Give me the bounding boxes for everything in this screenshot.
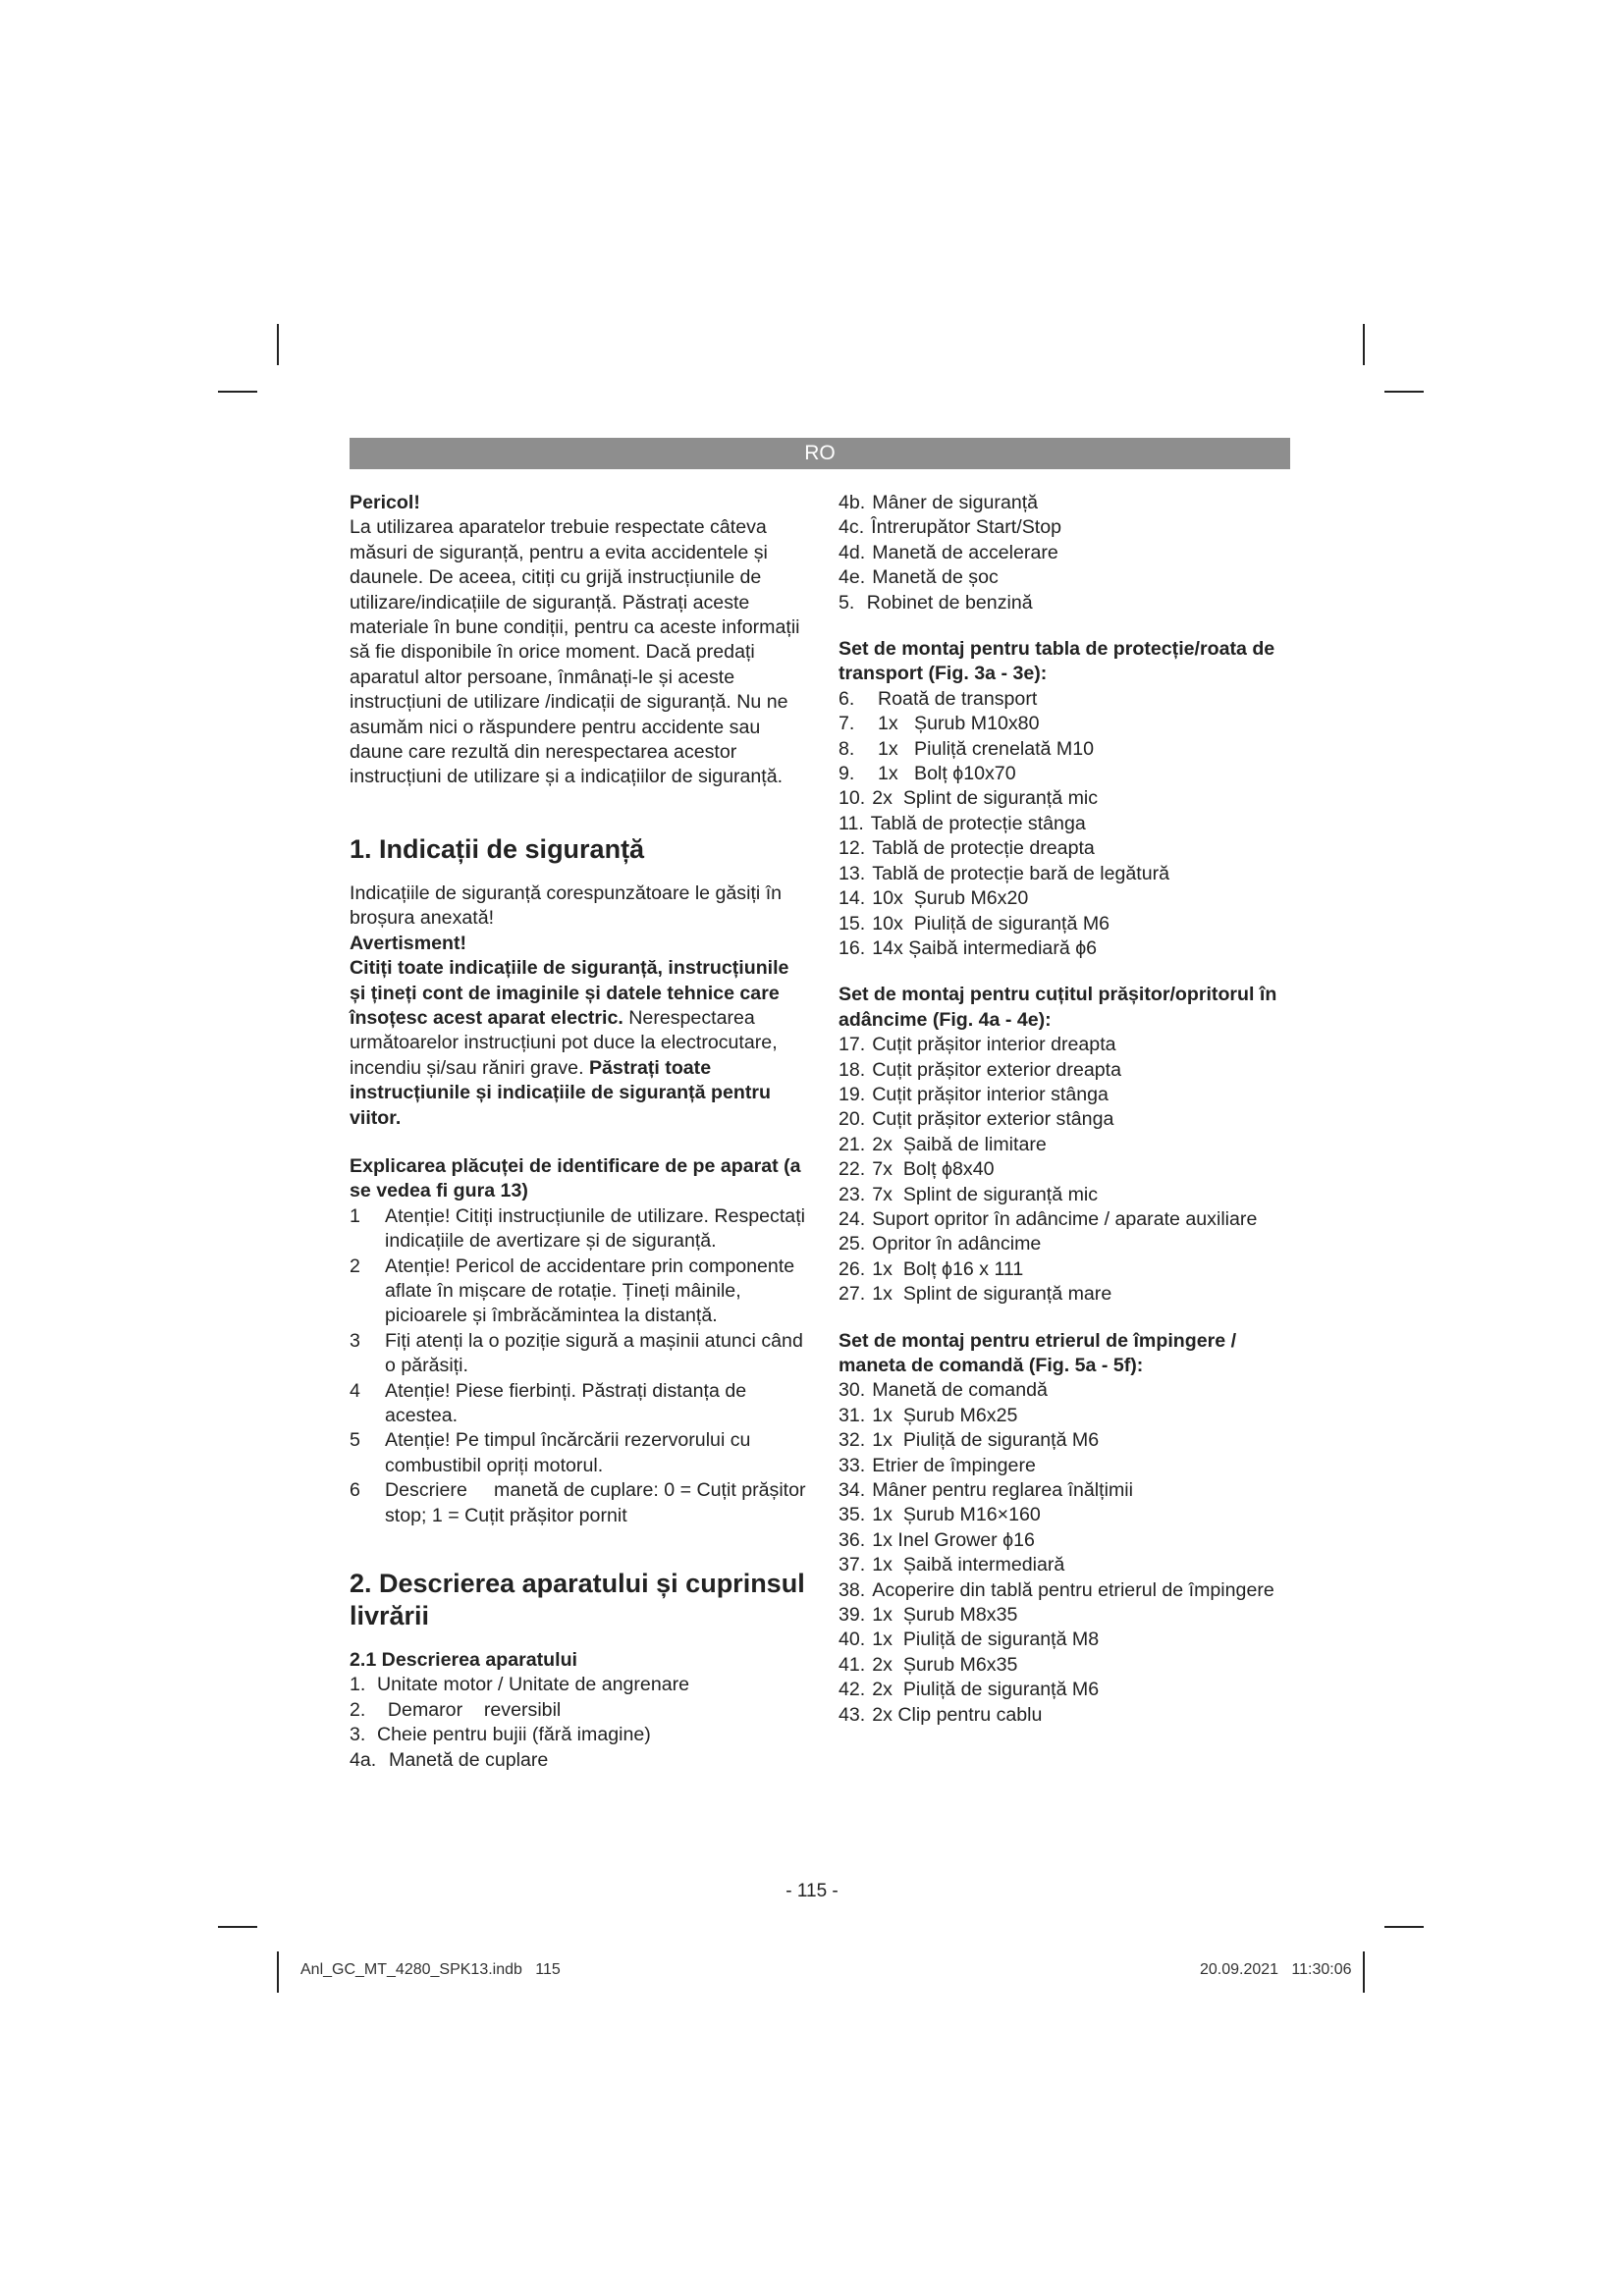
list-item: 3 Fiți atenți la o poziție sigură a mașinii atunci când o părăsiți. <box>350 1329 803 1377</box>
list-item: 41. 2x Șurub M6x35 <box>839 1653 1018 1676</box>
section-1-intro: Indicațiile de siguranță corespunzătoare le găsiți în broșura anexată! <box>350 881 783 930</box>
list-item: 2. Demaror reversibil <box>350 1698 562 1721</box>
list-item: 18. Cuțit prășitor exterior dreapta <box>839 1058 1121 1081</box>
list-item: 5. Robinet de benzină <box>839 591 1033 614</box>
list-item: 9. 1x Bolț ϕ10x70 <box>839 763 1016 785</box>
list-item: 5 Atenție! Pe timpul încărcării rezervorului cu combustibil opriți motorul. <box>350 1429 751 1476</box>
list-item: 34. Mâner pentru reglarea înălțimii <box>839 1479 1133 1502</box>
list-item: 31. 1x Șurub M6x25 <box>839 1404 1018 1426</box>
list-item: 22. 7x Bolț ϕ8x40 <box>839 1158 995 1181</box>
list-item: 27. 1x Splint de siguranță mare <box>839 1283 1112 1306</box>
list-item: 33. Etrier de împingere <box>839 1454 1036 1476</box>
set-5-title: Set de montaj pentru etrierul de împingere / maneta de comandă (Fig. 5a - 5f): <box>839 1329 1237 1376</box>
list-item: 24. Suport opritor în adâncime / aparate auxiliare <box>839 1207 1258 1230</box>
list-item: 11. Tablă de protecție stânga <box>839 812 1086 834</box>
list-item: 26. 1x Bolț ϕ16 x 111 <box>839 1257 1024 1280</box>
set-3-title: Set de montaj pentru tabla de protecție/roata de transport (Fig. 3a - 3e): <box>839 638 1275 685</box>
list-item: 4e. Manetă de șoc <box>839 566 999 589</box>
left-column <box>350 491 811 1773</box>
list-item: 6. Roată de transport <box>839 687 1038 710</box>
right-column <box>839 491 1290 1728</box>
danger-title: Pericol! <box>350 492 420 513</box>
list-item: 25. Opritor în adâncime <box>839 1233 1042 1255</box>
crop-mark <box>1384 1926 1424 1928</box>
list-item: 20. Cuțit prășitor exterior stânga <box>839 1108 1114 1131</box>
page-number: - 115 - <box>785 1881 839 1901</box>
list-item: 32. 1x Piuliță de siguranță M6 <box>839 1429 1100 1452</box>
list-item: 4c. Întrerupător Start/Stop <box>839 516 1062 539</box>
list-item: 6 Descriere manetă de cuplare: 0 = Cuțit prășitor stop; 1 = Cuțit prășitor pornit <box>350 1479 811 1526</box>
warning-bold-text: Citiți toate indicațiile de siguranță, instrucțiunile și țineți cont de imaginile și datele tehnice care însoțesc acest aparat electric. <box>350 957 789 1029</box>
device-description-list-continued <box>839 491 1290 615</box>
list-item: 39. 1x Șurub M8x35 <box>839 1604 1018 1627</box>
crop-mark <box>277 324 279 365</box>
list-item: 14. 10x Șurub M6x20 <box>839 887 1029 910</box>
plate-title: Explicarea plăcuței de identificare de pe aparat (a se vedea fi gura 13) <box>350 1154 801 1202</box>
warning-title: Avertisment! <box>350 932 467 954</box>
crop-mark <box>1363 324 1365 365</box>
list-item: 3. Cheie pentru bujii (fără imagine) <box>350 1724 651 1746</box>
list-item: 21. 2x Șaibă de limitare <box>839 1133 1047 1155</box>
language-label: RO <box>804 442 836 464</box>
list-item: 40. 1x Piuliță de siguranță M8 <box>839 1629 1100 1651</box>
subsection-2-1-title: 2.1 Descrierea aparatului <box>350 1649 577 1672</box>
list-item: 4a. Manetă de cuplare <box>350 1748 549 1771</box>
list-item: 30. Manetă de comandă <box>839 1379 1048 1402</box>
list-item: 4d. Manetă de accelerare <box>839 541 1058 563</box>
crop-mark <box>277 1951 279 1993</box>
list-item: 7. 1x Șurub M10x80 <box>839 713 1040 735</box>
warning-keep-text: Păstrați toate instrucțiunile și indicațiile de siguranță pentru viitor. <box>350 1056 771 1129</box>
set-3-list <box>839 687 1290 961</box>
warning-normal-text: Nerespectarea următoarelor instrucțiuni pot duce la electrocutare, incendiu și/sau răniri grave. <box>350 1006 778 1079</box>
list-item: 23. 7x Splint de siguranță mic <box>839 1183 1099 1205</box>
language-header-bar <box>350 438 1290 469</box>
list-item: 12. Tablă de protecție dreapta <box>839 837 1095 860</box>
list-item: 17. Cuțit prășitor interior dreapta <box>839 1034 1116 1056</box>
crop-mark <box>1384 391 1424 393</box>
crop-mark <box>1363 1951 1365 1993</box>
list-item: 4b. Mâner de siguranță <box>839 492 1039 513</box>
footer-datetime: 20.09.2021 11:30:06 <box>1200 1961 1352 1978</box>
set-4-list <box>839 1033 1290 1307</box>
list-item: 38. Acoperire din tablă pentru etrierul de împingere <box>839 1578 1274 1601</box>
danger-text: La utilizarea aparatelor trebuie respectate câteva măsuri de siguranță, pentru a evita accidentele și daunele. De aceea, citiți cu grijă instrucțiunile de utilizare/indicațiile de siguranță. Păstrați aceste materiale în bune condiții, pentru ca aceste informații să fie disponibile în orice moment. Dacă predați aparatul altor persoane, înmânați-le și aceste instrucțiuni de utilizare /indicații de siguranță. Nu ne asumăm nici o răspundere pentru accidente sau daune care rezultă din nerespectarea acestor instrucțiuni de utilizare și a indicațiilor de siguranță. <box>350 516 800 788</box>
section-2-title: 2. Descrierea aparatului și cuprinsul livrării <box>350 1569 805 1631</box>
list-item: 35. 1x Șurub M16×160 <box>839 1504 1041 1526</box>
crop-mark <box>218 391 257 393</box>
list-item: 4 Atenție! Piese fierbinți. Păstrați distanța de acestea. <box>350 1379 747 1426</box>
list-item: 2 Atenție! Pericol de accidentare prin componente aflate în mișcare de rotație. Țineți mâinile, picioarele și îmbrăcămintea la distanță. <box>350 1255 795 1327</box>
list-item: 8. 1x Piuliță crenelată M10 <box>839 737 1094 760</box>
list-item: 19. Cuțit prășitor interior stânga <box>839 1083 1109 1105</box>
list-item: 43. 2x Clip pentru cablu <box>839 1703 1043 1726</box>
list-item: 15. 10x Piuliță de siguranță M6 <box>839 912 1110 934</box>
list-item: 1 Atenție! Citiți instrucțiunile de utilizare. Respectați indicațiile de avertizare și de siguranță. <box>350 1204 805 1253</box>
list-item: 37. 1x Șaibă intermediară <box>839 1554 1065 1576</box>
section-1-title: 1. Indicații de siguranță <box>350 833 645 864</box>
set-4-title: Set de montaj pentru cuțitul prășitor/opritorul în adâncime (Fig. 4a - 4e): <box>839 984 1277 1031</box>
plate-list <box>350 1204 811 1528</box>
list-item: 16. 14x Șaibă intermediară ϕ6 <box>839 936 1098 959</box>
device-description-list <box>350 1673 807 1773</box>
list-item: 36. 1x Inel Grower ϕ16 <box>839 1528 1035 1551</box>
warning-paragraph <box>350 956 807 1131</box>
list-item: 42. 2x Piuliță de siguranță M6 <box>839 1679 1100 1701</box>
list-item: 10. 2x Splint de siguranță mic <box>839 787 1099 810</box>
footer-file-name: Anl_GC_MT_4280_SPK13.indb 115 <box>300 1961 561 1978</box>
set-5-list <box>839 1378 1290 1728</box>
list-item: 13. Tablă de protecție bară de legătură <box>839 862 1170 884</box>
crop-mark <box>218 1926 257 1928</box>
list-item: 1. Unitate motor / Unitate de angrenare <box>350 1674 690 1696</box>
